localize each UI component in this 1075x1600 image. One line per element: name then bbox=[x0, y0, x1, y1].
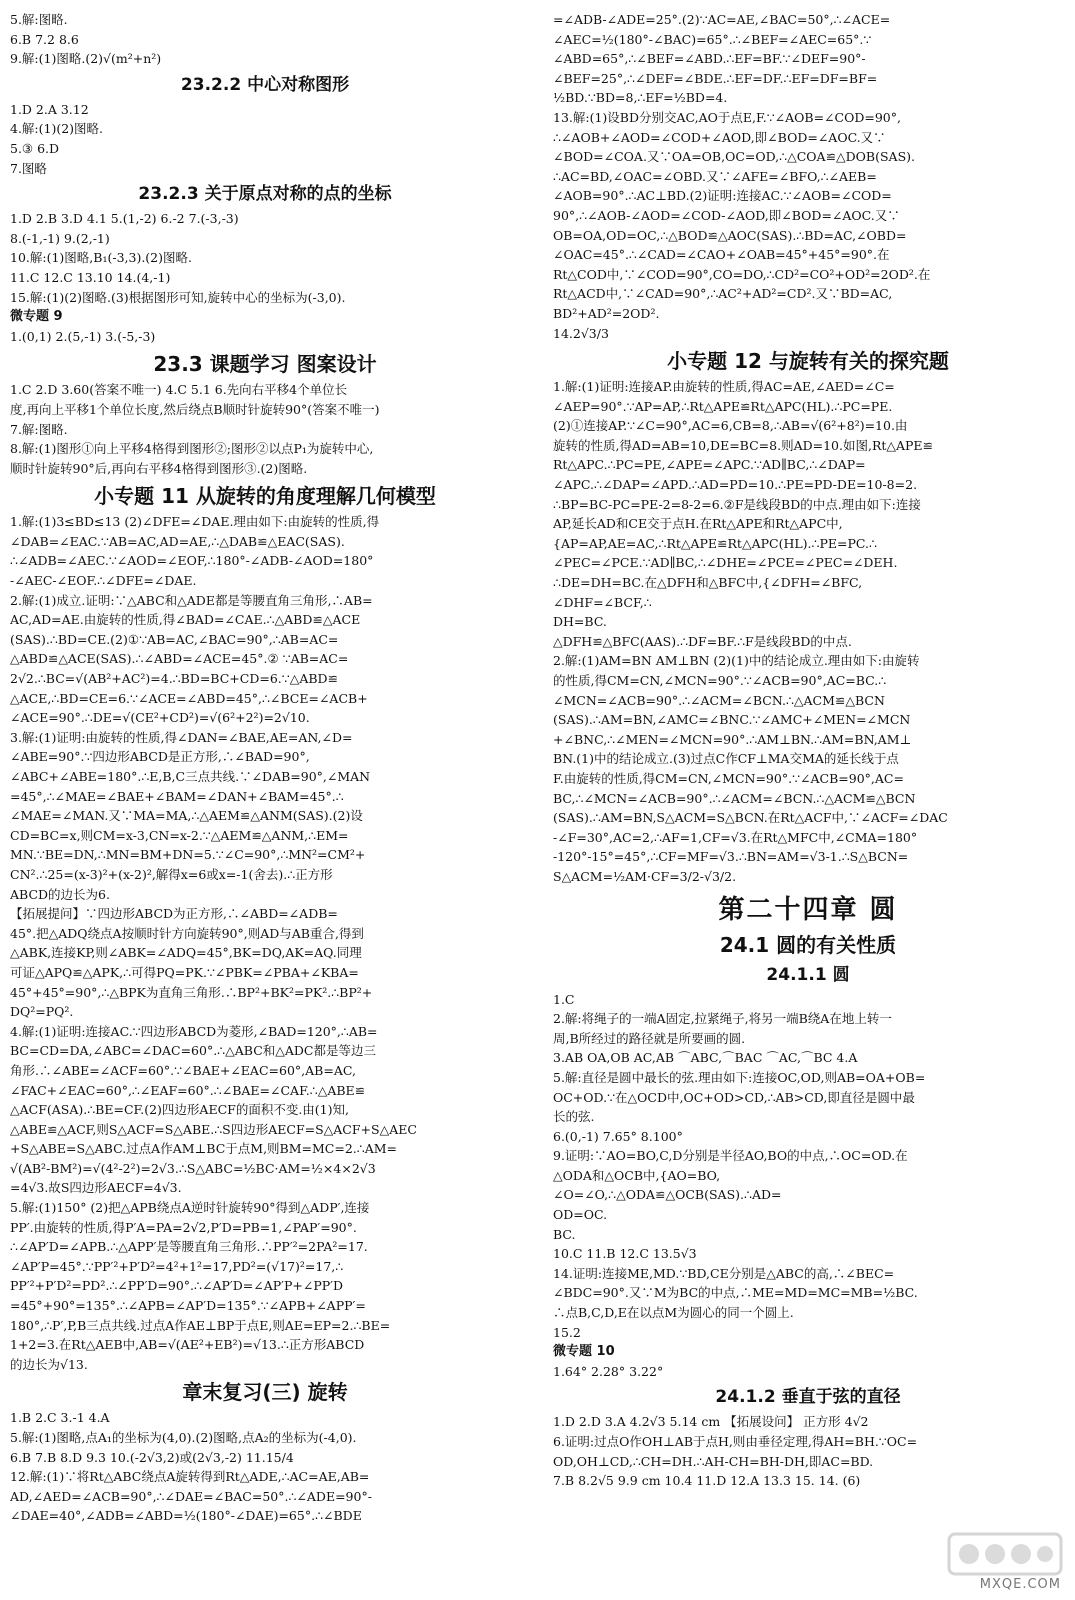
answer-line: ∠DAB=∠EAC.∵AB=AC,AD=AE,∴△DAB≌△EAC(SAS). bbox=[10, 533, 345, 549]
answer-line: (SAS).∴BD=CE.(2)①∵AB=AC,∠BAC=90°,∴AB=AC= bbox=[10, 631, 339, 647]
answer-line: Rt△COD中,∵∠COD=90°,CO=DO,∴CD²=CO²+OD²=2OD².在 bbox=[553, 266, 931, 282]
section-heading: 章末复习(三) 旋转 bbox=[182, 1380, 348, 1405]
answer-line: 1.D 2.B 3.D 4.1 5.(1,-2) 6.-2 7.(-3,-3) bbox=[10, 211, 239, 227]
answer-line: 7.图略 bbox=[10, 160, 47, 176]
answer-line: 4.解:(1)(2)图略. bbox=[10, 121, 104, 137]
answer-line: 15.解:(1)(2)图略.(3)根据图形可知,旋转中心的坐标为(-3,0). bbox=[10, 289, 346, 305]
answer-line: BC. bbox=[553, 1226, 576, 1242]
section-heading: 23.2.3 关于原点对称的点的坐标 bbox=[138, 184, 392, 205]
answer-line: 11.C 12.C 13.10 14.(4,-1) bbox=[10, 269, 171, 285]
answer-line: BN.(1)中的结论成立.(3)过点C作CF⊥MA交MA的延长线于点 bbox=[553, 751, 899, 767]
answer-line: MN.∵BE=DN,∴MN=BM+DN=5.∵∠C=90°,∴MN²=CM²+ bbox=[10, 847, 366, 863]
answer-line: 1.64° 2.28° 3.22° bbox=[553, 1363, 664, 1379]
answer-line: ∴∠ADB=∠AEC.∵∠AOD=∠EOF,∴180°-∠ADB-∠AOD=180° bbox=[10, 553, 374, 569]
answer-line: ∠AEP=90°.∵AP=AP,∴Rt△APE≌Rt△APC(HL).∴PC=PE. bbox=[553, 398, 893, 414]
answer-line: 7.B 8.2√5 9.9 cm 10.4 11.D 12.A 13.3 15. 14. (6) bbox=[553, 1473, 861, 1489]
answer-line: ∠DAE=40°,∠ADB=∠ABD=½(180°-∠DAE)=65°.∴∠BDE bbox=[10, 1508, 362, 1524]
answer-line: △ODA和△OCB中,{AO=BO, bbox=[553, 1167, 721, 1183]
answer-line: △DFH≌△BFC(AAS).∴DF=BF.∴F是线段BD的中点. bbox=[553, 633, 852, 649]
answer-line: 3.AB OA,OB AC,AB ⌒ABC,⌒BAC ⌒AC,⌒BC 4.A bbox=[553, 1050, 858, 1066]
answer-line: -∠AEC-∠EOF.∴∠DFE=∠DAE. bbox=[10, 573, 197, 589]
answer-line: ∠BEF=25°,∴∠DEF=∠BDE.∴EF=DF.∴EF=DF=BF= bbox=[553, 70, 878, 86]
answer-line: ∴AC=BD,∠OAC=∠OBD.又∵∠AFE=∠BFO,∴∠AEB= bbox=[553, 168, 877, 184]
section-heading: 小专题 12 与旋转有关的探究题 bbox=[667, 349, 949, 374]
answer-line: ∴∠AP′D=∠APB.∴△APP′是等腰直角三角形.∴PP′²=2PA²=17. bbox=[10, 1239, 368, 1255]
answer-line: 5.③ 6.D bbox=[10, 140, 60, 156]
watermark-text: MXQE.COM bbox=[979, 1577, 1061, 1592]
answer-line: 5.解:直径是圆中最长的弦.理由如下:连接OC,OD,则AB=OA+OB= bbox=[553, 1069, 926, 1085]
answer-line: 长的弦. bbox=[553, 1109, 595, 1125]
answer-line: 10.C 11.B 12.C 13.5√3 bbox=[553, 1246, 697, 1262]
answer-line: ∠OAC=45°.∴∠CAD=∠CAO+∠OAB=45°+45°=90°.在 bbox=[553, 247, 890, 263]
answer-line: 6.B 7.B 8.D 9.3 10.(-2√3,2)或(2√3,-2) 11.15/4 bbox=[10, 1449, 294, 1465]
answer-line: 14.证明:连接ME,MD.∵BD,CE分别是△ABC的高,∴∠BEC= bbox=[553, 1265, 895, 1281]
answer-line: +S△ABE=S△ABC.过点A作AM⊥BC于点M,则BM=MC=2.∴AM= bbox=[10, 1141, 398, 1157]
answer-line: =4√3.故S四边形AECF=4√3. bbox=[10, 1180, 182, 1196]
answer-line: 度,再向上平移1个单位长度,然后绕点B顺时针旋转90°(答案不唯一) bbox=[10, 401, 380, 417]
section-heading: 24.1.1 圆 bbox=[766, 964, 850, 985]
answer-line: 1.C bbox=[553, 991, 575, 1007]
answer-line: =∠ADB-∠ADE=25°.(2)∵AC=AE,∠BAC=50°,∴∠ACE= bbox=[553, 12, 891, 27]
answer-line: 45°.把△ADQ绕点A按顺时针方向旋转90°,则AD与AB重合,得到 bbox=[10, 925, 364, 941]
answer-line: ∠DHF=∠BCF,∴ bbox=[553, 594, 652, 610]
answer-line: OD=OC. bbox=[553, 1207, 608, 1223]
answer-line: PP′²+P′D²=PD².∴∠PP′D=90°.∴∠AP′D=∠AP′P+∠PP′D bbox=[10, 1278, 344, 1294]
answer-line: 顺时针旋转90°后,再向右平移4格得到图形③.(2)图略. bbox=[10, 460, 308, 476]
answer-line: ∴DE=DH=BC.在△DFH和△BFC中,{∠DFH=∠BFC, bbox=[553, 575, 863, 591]
answer-line: 2.解:将绳子的一端A固定,拉紧绳子,将另一端B绕A在地上转一 bbox=[553, 1011, 892, 1027]
answer-line: S△ACM=½AM·CF=3/2-√3/2. bbox=[553, 868, 737, 884]
answer-line: 9.证明:∵AO=BO,C,D分别是半径AO,BO的中点,∴OC=OD.在 bbox=[553, 1148, 908, 1164]
answer-line: OC+OD.∵在△OCD中,OC+OD>CD,∴AB>CD,即直径是圆中最 bbox=[553, 1089, 915, 1105]
answer-line: ∠PEC=∠PCE.∵AD∥BC,∴∠DHE=∠PCE=∠PEC=∠DEH. bbox=[553, 555, 898, 571]
answer-line: (SAS).∴AM=BN,S△ACM=S△BCN.在Rt△ACF中,∵∠ACF=∠DAC bbox=[553, 810, 948, 826]
answer-line: 9.解:(1)图略.(2)√(m²+n²) bbox=[10, 51, 162, 67]
answer-line: Rt△APC.∴PC=PE,∠APE=∠APC.∵AD∥BC,∴∠DAP= bbox=[553, 457, 866, 473]
answer-line: 5.解:(1)图略,点A₁的坐标为(4,0).(2)图略,点A₂的坐标为(-4,0). bbox=[10, 1430, 357, 1445]
answer-line: ∠MCN=∠ACB=90°.∴∠ACM=∠BCN.∴△ACM≌△BCN bbox=[553, 692, 885, 708]
section-heading: 小专题 11 从旋转的角度理解几何模型 bbox=[94, 484, 436, 509]
answer-line: 2.解:(1)AM=BN AM⊥BN (2)(1)中的结论成立.理由如下:由旋转 bbox=[553, 653, 920, 669]
answer-line: DQ²=PQ². bbox=[10, 1004, 74, 1020]
answer-line: 10.解:(1)图略,B₁(-3,3).(2)图略. bbox=[10, 250, 192, 266]
answer-line: 1.解:(1)3≤BD≤13 (2)∠DFE=∠DAE.理由如下:由旋转的性质,得 bbox=[10, 514, 380, 530]
answer-line: 5.解:图略. bbox=[10, 12, 68, 27]
answer-line: ∠APC.∴∠DAP=∠APD.∴AD=PD=10.∴PE=PD-DE=10-8=2. bbox=[553, 477, 918, 493]
answer-line: 【拓展提问】∵四边形ABCD为正方形,∴∠ABD=∠ADB= bbox=[10, 906, 338, 922]
answer-line: ∠AOB=90°.∴AC⊥BD.(2)证明:连接AC.∵∠AOB=∠COD= bbox=[553, 188, 892, 204]
answer-line: 角形.∴∠ABE=∠ACF=60°.∵∠BAE+∠EAC=60°,AB=AC, bbox=[10, 1062, 356, 1078]
right-column bbox=[553, 10, 1063, 1491]
answer-line: AD,∠AED=∠ACB=90°,∴∠DAE=∠BAC=50°.∴∠ADE=90°- bbox=[10, 1488, 372, 1504]
answer-line: ∴∠AOB+∠AOD=∠COD+∠AOD,即∠BOD=∠AOC.又∵ bbox=[553, 129, 886, 145]
answer-line: ∴BP=BC-PC=PE-2=8-2=6.②F是线段BD的中点.理由如下:连接 bbox=[553, 496, 921, 512]
answer-line: OB=OA,OD=OC,∴△BOD≌△AOC(SAS).∴BD=AC,∠OBD= bbox=[553, 227, 907, 243]
answer-line: Rt△ACD中,∵∠CAD=90°,∴AC²+AD²=CD².又∵BD=AC, bbox=[553, 286, 893, 302]
answer-line: ∠O=∠O,∴△ODA≌△OCB(SAS).∴AD= bbox=[553, 1187, 782, 1203]
answer-line: BC=CD=DA,∠ABC=∠DAC=60°.∴△ABC和△ADC都是等边三 bbox=[10, 1043, 376, 1059]
answer-line: ∠BOD=∠COA.又∵OA=OB,OC=OD,∴△COA≌△DOB(SAS). bbox=[553, 149, 915, 165]
answer-line: +∠BNC,∴∠MEN=∠MCN=90°.∴AM⊥BN.∴AM=BN,AM⊥ bbox=[553, 731, 912, 747]
answer-line: (SAS).∴AM=BN,∠AMC=∠BNC.∵∠AMC+∠MEN=∠MCN bbox=[553, 712, 911, 728]
chapter-heading: 第二十四章 圆 bbox=[718, 894, 898, 925]
answer-line: 1.(0,1) 2.(5,-1) 3.(-5,-3) bbox=[10, 328, 156, 344]
answer-line: ∠ABE=90°.∵四边形ABCD是正方形,∴∠BAD=90°, bbox=[10, 749, 310, 765]
answer-line: ∴点B,C,D,E在以点M为圆心的同一个圆上. bbox=[553, 1305, 794, 1321]
answer-line: BC,∴∠MCN=∠ACB=90°.∴∠ACM=∠BCN.∴△ACM≌△BCN bbox=[553, 790, 916, 806]
answer-line: △ACE,∴BD=CE=6.∵∠ACE=∠ABD=45°,∴∠BCE=∠ACB+ bbox=[10, 690, 368, 706]
answer-line: ∠ABD=65°,∴∠BEF=∠ABD.∴EF=BF.∵∠DEF=90°- bbox=[553, 51, 866, 67]
answer-line: 13.解:(1)设BD分别交AC,AO于点E,F.∵∠AOB=∠COD=90°, bbox=[553, 109, 901, 125]
answer-line: 的性质,得CM=CN,∠MCN=90°.∵∠ACB=90°,AC=BC.∴ bbox=[553, 673, 887, 688]
answer-line: 的边长为√13. bbox=[10, 1356, 88, 1372]
answer-line: 8.解:(1)图形①向上平移4格得到图形②;图形②以点P₁为旋转中心, bbox=[10, 441, 374, 457]
answer-line: ∠ABC+∠ABE=180°.∴E,B,C三点共线.∵∠DAB=90°,∠MAN bbox=[10, 769, 371, 784]
answer-line: 6.证明:过点O作OH⊥AB于点H,则由垂径定理,得AH=BH.∵OC= bbox=[553, 1434, 918, 1449]
answer-line: (2)①连接AP.∵∠C=90°,AC=6,CB=8,∴AB=√(6²+8²)=10.由 bbox=[553, 418, 908, 434]
answer-line: ∠AEC=½(180°-∠BAC)=65°.∴∠BEF=∠AEC=65°.∵ bbox=[553, 31, 872, 47]
answer-line: CD=BC=x,则CM=x-3,CN=x-2.∵△AEM≌△ANM,∴EM= bbox=[10, 827, 349, 843]
answer-line: 45°+45°=90°,∴△BPK为直角三角形.∴BP²+BK²=PK².∴BP²+ bbox=[10, 984, 373, 1000]
answer-line: 1.B 2.C 3.-1 4.A bbox=[10, 1410, 110, 1426]
answer-line: 可证△APQ≌△APK,∴可得PQ=PK.∵∠PBK=∠PBA+∠KBA= bbox=[10, 964, 359, 980]
answer-line: 4.解:(1)证明:连接AC.∵四边形ABCD为菱形,∠BAD=120°,∴AB= bbox=[10, 1023, 378, 1039]
answer-line: AC,AD=AE.由旋转的性质,得∠BAD=∠CAE.∴△ABD≌△ACE bbox=[10, 612, 361, 628]
answer-line: BD²+AD²=2OD². bbox=[553, 305, 660, 321]
answer-line: △ABE≌△ACF,则S△ACF=S△ABE.∴S四边形AECF=S△ACF+S△AEC bbox=[10, 1121, 417, 1137]
answer-line: ABCD的边长为6. bbox=[10, 886, 110, 902]
answer-line: AP,延长AD和CE交于点H.在Rt△APE和Rt△APC中, bbox=[553, 516, 843, 532]
answer-line: 1.解:(1)证明:连接AP.由旋转的性质,得AC=AE,∠AED=∠C= bbox=[553, 379, 895, 395]
answer-line: =45°+90°=135°.∴∠APB=∠AP′D=135°.∵∠APB+∠APP′= bbox=[10, 1298, 366, 1314]
answer-line: 2√2.∴BC=√(AB²+AC²)=4.∴BD=BC+CD=6.∵△ABD≌ bbox=[10, 671, 339, 687]
answer-line: 周,B所经过的路径就是所要画的圆. bbox=[553, 1030, 746, 1046]
answer-line: 8.(-1,-1) 9.(2,-1) bbox=[10, 230, 110, 246]
answer-line: 1.D 2.D 3.A 4.2√3 5.14 cm 【拓展设问】 正方形 4√2 bbox=[553, 1414, 869, 1430]
answer-line: 1.D 2.A 3.12 bbox=[10, 101, 89, 117]
left-column bbox=[10, 10, 520, 1526]
answer-line: -120°-15°=45°,∴CF=MF=√3.∴BN=AM=√3-1.∴S△BCN= bbox=[553, 849, 909, 865]
answer-line: ∠ACE=90°.∴DE=√(CE²+CD²)=√(6²+2²)=2√10. bbox=[10, 710, 310, 726]
answer-line: CN².∴25=(x-3)²+(x-2)²,解得x=6或x=-1(舍去).∴正方形 bbox=[10, 866, 333, 882]
answer-line: 6.B 7.2 8.6 bbox=[10, 31, 79, 47]
answer-line: 7.解:图略. bbox=[10, 421, 68, 437]
answer-line: △ACF(ASA).∴BE=CF.(2)四边形AECF的面积不变.由(1)知, bbox=[10, 1102, 349, 1118]
section-heading: 24.1.2 垂直于弦的直径 bbox=[715, 1387, 901, 1408]
micro-topic-label: 微专题 9 bbox=[10, 309, 63, 325]
answer-line: △ABD≌△ACE(SAS).∴∠ABD=∠ACE=45°.② ∵AB=AC= bbox=[10, 651, 349, 667]
answer-line: 14.2√3/3 bbox=[553, 325, 609, 341]
answer-line: 旋转的性质,得AD=AB=10,DE=BC=8.则AD=10.如图,Rt△APE≌ bbox=[553, 437, 934, 453]
answer-line: △ABK,连接KP,则∠ABK=∠ADQ=45°,BK=DQ,AK=AQ.同理 bbox=[10, 945, 362, 961]
answer-line: PP′.由旋转的性质,得P′A=PA=2√2,P′D=PB=1,∠PAP′=90°. bbox=[10, 1219, 357, 1235]
answer-line: 12.解:(1)∵将Rt△ABC绕点A旋转得到Rt△ADE,∴AC=AE,AB= bbox=[10, 1469, 370, 1485]
answer-line: 3.解:(1)证明:由旋转的性质,得∠DAN=∠BAE,AE=AN,∠D= bbox=[10, 729, 353, 745]
answer-line: 90°,∴∠AOB-∠AOD=∠COD-∠AOD,即∠BOD=∠AOC.又∵ bbox=[553, 207, 900, 223]
micro-topic-label: 微专题 10 bbox=[553, 1344, 615, 1360]
answer-line: DH=BC. bbox=[553, 614, 607, 630]
answer-line: ∠AP′P=45°.∵PP′²+P′D²=4²+1²=17,PD²=(√17)²=17,∴ bbox=[10, 1258, 344, 1274]
answer-line: OD,OH⊥CD,∴CH=DH.∴AH-CH=BH-DH,即AC=BD. bbox=[553, 1453, 874, 1469]
answer-line: 2.解:(1)成立.证明:∵△ABC和△ADE都是等腰直角三角形,∴AB= bbox=[10, 592, 373, 608]
answer-line: 15.2 bbox=[553, 1324, 581, 1340]
section-heading: 24.1 圆的有关性质 bbox=[719, 932, 897, 957]
answer-line: 1+2=3.在Rt△AEB中,AB=√(AE²+EB²)=√13.∴正方形ABCD bbox=[10, 1337, 365, 1353]
answer-line: 6.(0,-1) 7.65° 8.100° bbox=[553, 1128, 683, 1144]
answer-line: √(AB²-BM²)=√(4²-2²)=2√3.∴S△ABC=½BC·AM=½×4×2√3 bbox=[10, 1160, 376, 1176]
answer-line: 180°,∴P′,P,B三点共线.过点A作AE⊥BP于点E,则AE=EP=2.∴BE= bbox=[10, 1317, 391, 1333]
answer-line: ∠MAE=∠MAN.又∵MA=MA,∴△AEM≌△ANM(SAS).(2)设 bbox=[10, 808, 363, 824]
answer-line: 5.解:(1)150° (2)把△APB绕点A逆时针旋转90°得到△ADP′,连接 bbox=[10, 1200, 370, 1216]
answer-line: 1.C 2.D 3.60(答案不唯一) 4.C 5.1 6.先向右平移4个单位长 bbox=[10, 382, 348, 398]
answer-line: ∠FAC+∠EAC=60°,∴∠EAF=60°.∴∠BAE=∠CAF.∴△ABE≌ bbox=[10, 1082, 366, 1098]
answer-line: {AP=AP,AE=AC,∴Rt△APE≌Rt△APC(HL).∴PE=PC.∴ bbox=[553, 535, 877, 551]
answer-line: =45°,∴∠MAE=∠BAE+∠BAM=∠DAN+∠BAM=45°.∴ bbox=[10, 788, 344, 804]
section-heading: 23.3 课题学习 图案设计 bbox=[153, 352, 377, 377]
answer-line: -∠F=30°,AC=2,∴AF=1,CF=√3.在Rt△MFC中,∠CMA=180° bbox=[553, 829, 918, 845]
section-heading: 23.2.2 中心对称图形 bbox=[180, 74, 350, 95]
answer-line: ½BD.∵BD=8,∴EF=½BD=4. bbox=[553, 90, 728, 106]
answer-line: ∠BDC=90°.又∵M为BC的中点,∴ME=MD=MC=MB=½BC. bbox=[553, 1285, 918, 1301]
answer-line: F.由旋转的性质,得CM=CN,∠MCN=90°.∵∠ACB=90°,AC= bbox=[553, 770, 904, 786]
